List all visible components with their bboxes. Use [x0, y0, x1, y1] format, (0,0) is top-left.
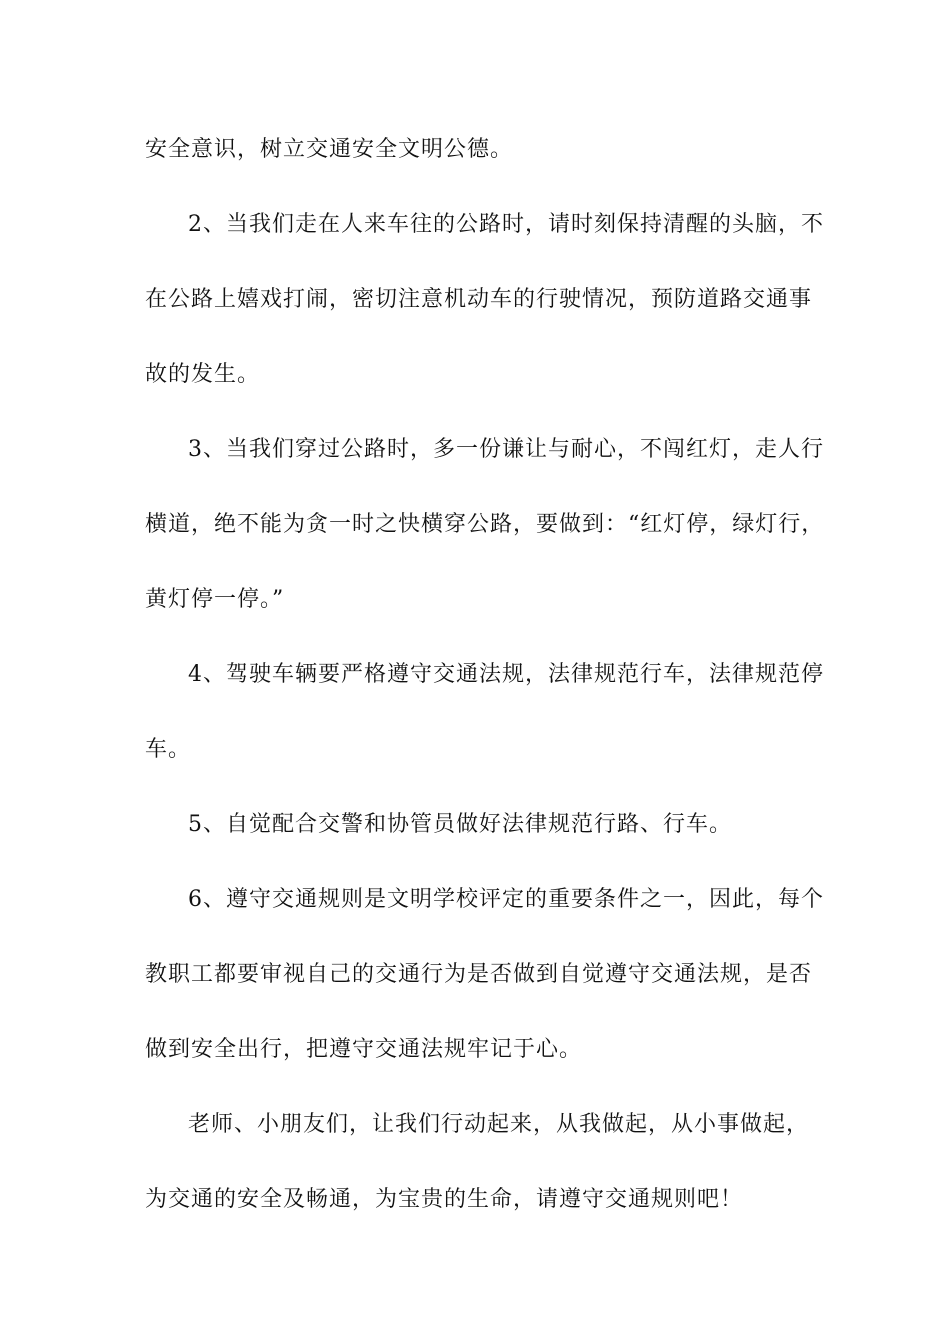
paragraph-line: 做到安全出行，把遵守交通法规牢记于心。 [145, 1037, 583, 1062]
paragraph-line: 6、遵守交通规则是文明学校评定的重要条件之一，因此，每个 [188, 887, 824, 912]
paragraph-line: 为交通的安全及畅通，为宝贵的生命，请遵守交通规则吧！ [145, 1187, 744, 1212]
paragraph-line: 老师、小朋友们，让我们行动起来，从我做起，从小事做起， [188, 1112, 810, 1137]
paragraph-line: 教职工都要审视自己的交通行为是否做到自觉遵守交通法规，是否 [145, 962, 813, 987]
paragraph-line: 5、自觉配合交警和协管员做好法律规范行路、行车。 [188, 812, 732, 837]
paragraph-line: 横道，绝不能为贪一时之快横穿公路，要做到：“红灯停，绿灯行， [145, 512, 825, 537]
paragraph-line: 车。 [145, 737, 192, 762]
paragraph-line: 安全意识，树立交通安全文明公德。 [145, 137, 514, 162]
paragraph-line: 4、驾驶车辆要严格遵守交通法规，法律规范行车，法律规范停 [188, 662, 824, 687]
paragraph-line: 2、当我们走在人来车往的公路时，请时刻保持清醒的头脑，不 [188, 212, 824, 237]
paragraph-line: 3、当我们穿过公路时，多一份谦让与耐心，不闯红灯，走人行 [188, 437, 824, 462]
paragraph-line: 黄灯停一停。” [145, 587, 285, 612]
paragraph-line: 故的发生。 [145, 362, 261, 387]
paragraph-line: 在公路上嬉戏打闹，密切注意机动车的行驶情况，预防道路交通事 [145, 287, 813, 312]
